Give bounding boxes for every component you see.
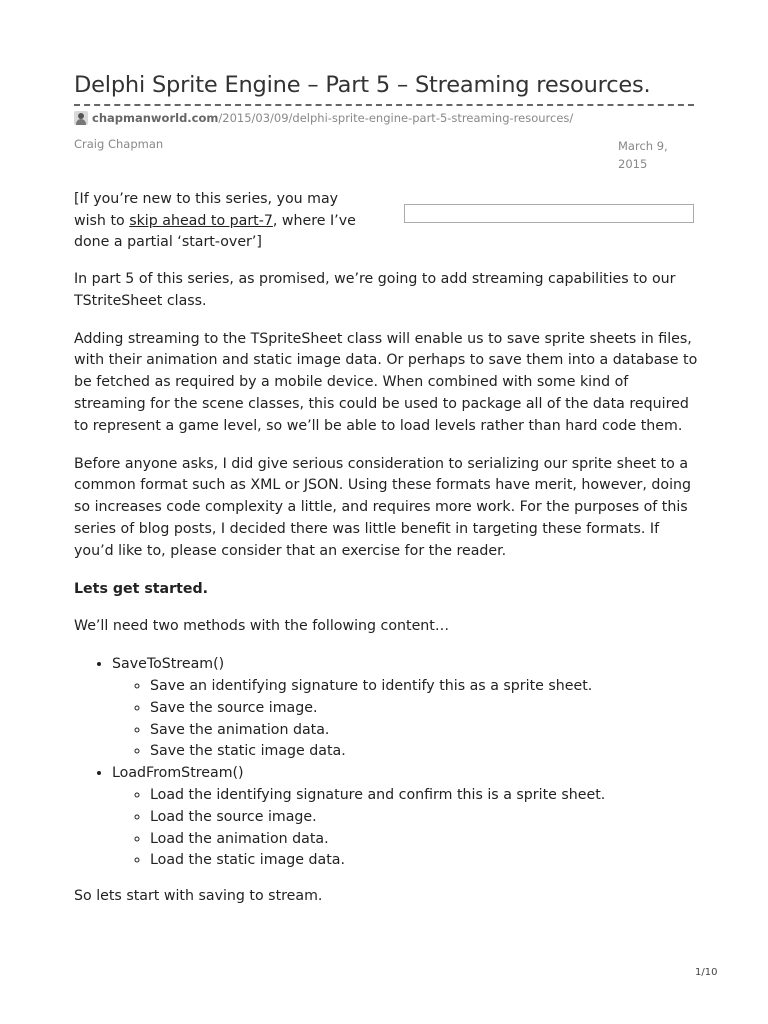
section-heading: Lets get started. xyxy=(74,580,209,597)
method-name: SaveToStream() xyxy=(112,656,225,673)
list-item xyxy=(112,654,700,763)
paragraph: Adding streaming to the TSpriteSheet class will enable us to save sprite sheets in files, with their animation and static image data. Or perhaps to save them into a database to be fetched as required by a mobile device. When combined with some kind of streaming for the scene classes, this could be used to package all of the data required to represent a game level, so we’ll be able to load levels rather than hard code them. xyxy=(74,330,698,434)
title-divider xyxy=(74,104,694,106)
page-number: 1/10 xyxy=(695,967,718,978)
list-item: ◦ Load the source image. xyxy=(150,807,700,829)
source-path: /2015/03/09/delphi-sprite-engine-part-5-streaming-resources/ xyxy=(218,111,574,125)
method-steps-list xyxy=(112,676,700,763)
article-body xyxy=(74,269,700,924)
methods-intro: We’ll need two methods with the following content… xyxy=(74,618,450,635)
list-item: ◦ Load the animation data. xyxy=(150,829,700,851)
method-steps-list xyxy=(112,785,700,872)
part-7-link[interactable]: skip ahead to part-7 xyxy=(129,212,273,229)
source-domain: chapmanworld.com xyxy=(92,111,219,125)
intro-text-before: [If you’re new to this series, you may wish to xyxy=(74,191,339,229)
embed-placeholder-box xyxy=(404,204,694,223)
intro-note xyxy=(74,189,364,254)
list-item: ◦ Save the static image data. xyxy=(150,741,700,763)
author-name: Craig Chapman xyxy=(74,137,164,151)
paragraph: Before anyone asks, I did give serious consideration to serializing our sprite sheet to a common format such as XML or JSON. Using these formats have merit, however, doing so increases code complexity a little, and requires more work. For the purposes of this series of blog posts, I decided there was little benefit in targeting these formats. If you’d like to, please consider that an exercise for the reader. xyxy=(74,455,692,559)
paragraph: In part 5 of this series, as promised, we’re going to add streaming capabilities to our TStriteSheet class. xyxy=(74,271,676,309)
list-item: ◦ Load the identifying signature and confirm this is a sprite sheet. xyxy=(150,785,700,807)
list-item: ◦ Load the static image data. xyxy=(150,850,700,872)
list-item: ◦ Save an identifying signature to identify this as a sprite sheet. xyxy=(150,676,700,698)
page-title: Delphi Sprite Engine – Part 5 – Streaming resources. xyxy=(74,72,651,98)
intro-text-after: , where I’ve done a partial ‘start-over’] xyxy=(74,212,356,250)
closing-paragraph: So lets start with saving to stream. xyxy=(74,888,323,905)
methods-list xyxy=(74,654,700,872)
site-favicon-icon xyxy=(74,111,88,125)
method-name: LoadFromStream() xyxy=(112,765,244,782)
list-item xyxy=(112,763,700,872)
source-url[interactable] xyxy=(74,111,573,125)
list-item: ◦ Save the animation data. xyxy=(150,720,700,742)
list-item: ◦ Save the source image. xyxy=(150,698,700,720)
post-date: March 9, 2015 xyxy=(618,139,668,171)
